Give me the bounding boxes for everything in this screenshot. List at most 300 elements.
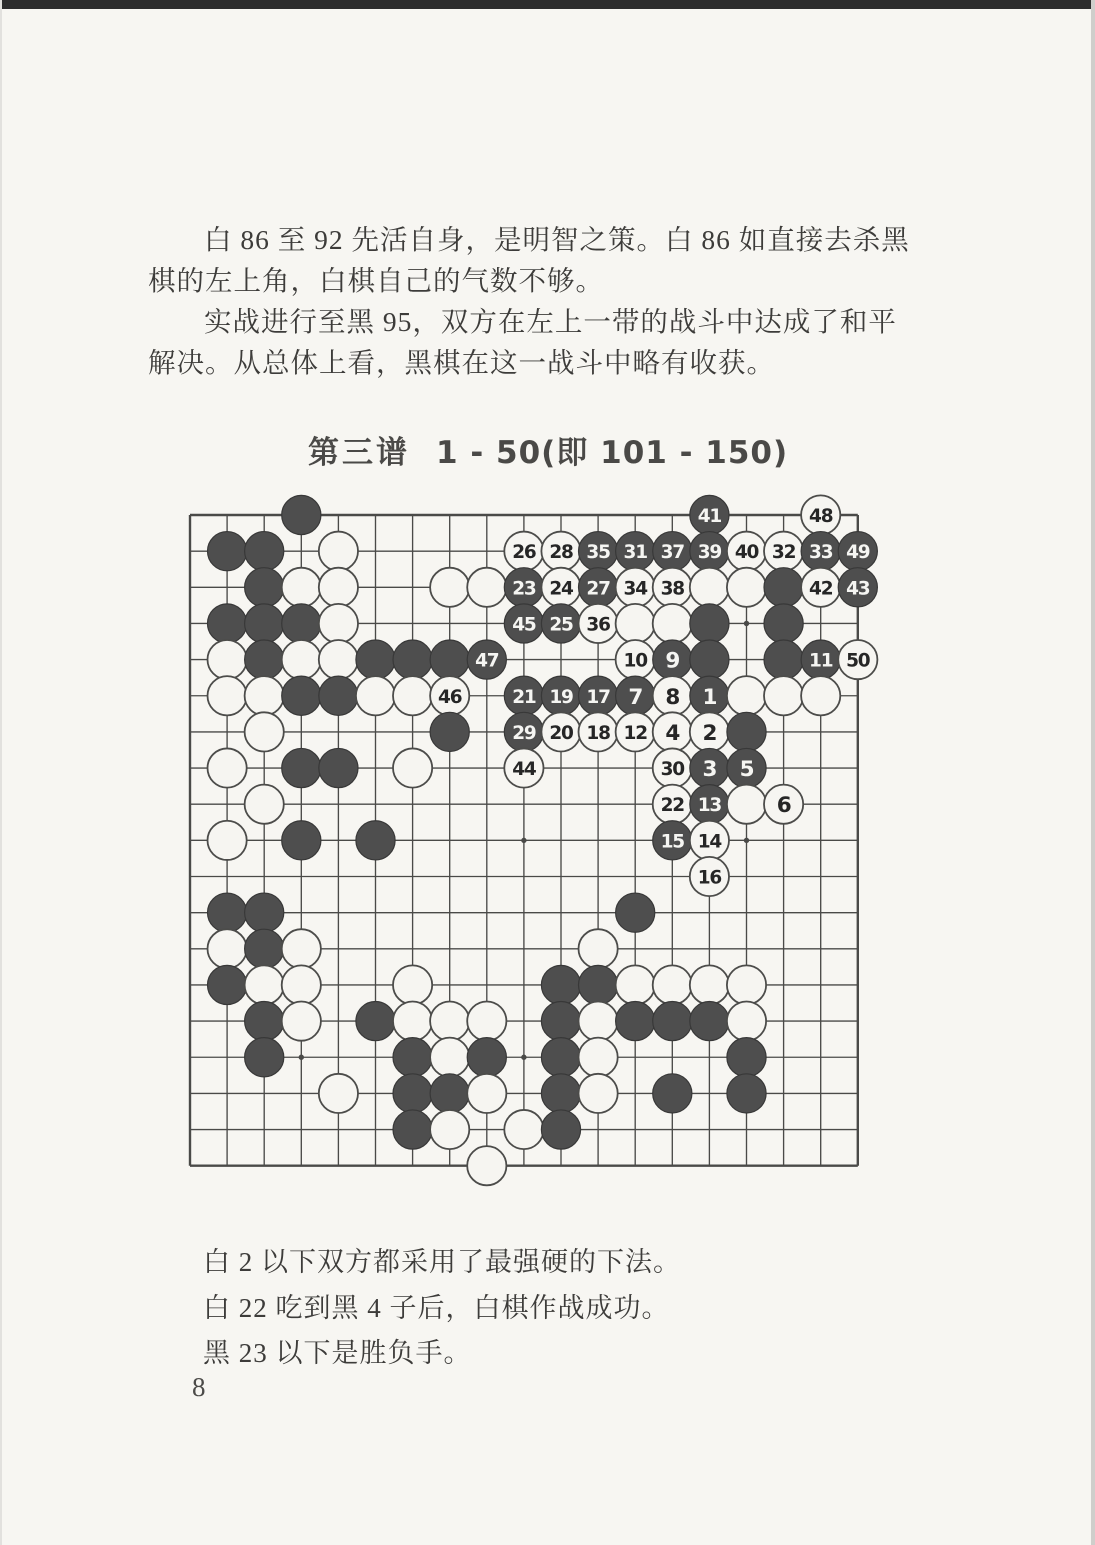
stone-white bbox=[208, 748, 247, 787]
black-stone bbox=[319, 748, 358, 787]
stone-white-24 bbox=[541, 568, 580, 607]
stone-black bbox=[541, 1038, 580, 1077]
move-number: 5 bbox=[739, 757, 754, 783]
white-stone bbox=[208, 821, 247, 860]
stone-white-2 bbox=[690, 712, 729, 751]
stone-white bbox=[727, 1002, 766, 1041]
go-board-diagram bbox=[166, 491, 882, 1189]
move-number: 3 bbox=[702, 757, 717, 783]
white-stone bbox=[727, 785, 766, 824]
white-stone bbox=[467, 1074, 506, 1113]
move-number: 31 bbox=[623, 542, 647, 564]
stone-black-47 bbox=[467, 640, 506, 679]
white-stone bbox=[356, 676, 395, 715]
stone-white bbox=[319, 1074, 358, 1113]
move-number: 44 bbox=[512, 759, 536, 781]
white-stone bbox=[282, 1002, 321, 1041]
stone-white bbox=[727, 965, 766, 1004]
white-stone bbox=[319, 568, 358, 607]
intro-line: 白 86 至 92 先活自身，是明智之策。白 86 如直接去杀黑 bbox=[204, 224, 910, 255]
stone-white bbox=[245, 676, 284, 715]
black-stone bbox=[245, 568, 284, 607]
intro-paragraphs bbox=[148, 219, 954, 383]
note-line: 白 22 吃到黑 4 子后，白棋作战成功。 bbox=[203, 1292, 670, 1323]
stone-black bbox=[245, 929, 284, 968]
stone-white bbox=[653, 604, 692, 643]
black-stone bbox=[245, 893, 284, 932]
stone-black-33 bbox=[801, 532, 840, 571]
stone-black bbox=[245, 568, 284, 607]
move-number: 18 bbox=[586, 722, 610, 744]
white-stone bbox=[727, 1002, 766, 1041]
black-stone bbox=[282, 821, 321, 860]
stone-black bbox=[245, 640, 284, 679]
diagram-title bbox=[308, 427, 788, 472]
white-stone bbox=[393, 965, 432, 1004]
black-stone bbox=[245, 1002, 284, 1041]
black-stone bbox=[653, 1074, 692, 1113]
black-stone bbox=[282, 495, 321, 534]
white-stone bbox=[653, 604, 692, 643]
stone-white bbox=[690, 965, 729, 1004]
stone-white-46 bbox=[430, 676, 469, 715]
black-stone bbox=[282, 676, 321, 715]
black-stone bbox=[245, 929, 284, 968]
stone-white-10 bbox=[616, 640, 655, 679]
stone-white bbox=[467, 1146, 506, 1185]
stone-white-22 bbox=[653, 785, 692, 824]
white-stone bbox=[282, 568, 321, 607]
stone-black-7 bbox=[616, 676, 655, 715]
black-stone bbox=[208, 893, 247, 932]
stone-white bbox=[208, 676, 247, 715]
stone-black-21 bbox=[504, 676, 543, 715]
stone-black bbox=[393, 1038, 432, 1077]
black-stone bbox=[616, 1002, 655, 1041]
stone-white-18 bbox=[579, 712, 618, 751]
white-stone bbox=[690, 568, 729, 607]
stone-white bbox=[319, 604, 358, 643]
stone-black bbox=[541, 1074, 580, 1113]
stone-black bbox=[282, 495, 321, 534]
stone-white-16 bbox=[690, 857, 729, 896]
note-line: 白 2 以下双方都采用了最强硬的下法。 bbox=[203, 1247, 681, 1277]
white-stone bbox=[282, 640, 321, 679]
stone-black-35 bbox=[579, 532, 618, 571]
stone-black bbox=[282, 676, 321, 715]
stone-white bbox=[282, 568, 321, 607]
stone-black-15 bbox=[653, 821, 692, 860]
white-stone bbox=[579, 1074, 618, 1113]
white-stone bbox=[616, 965, 655, 1004]
diagram-title-label: 第三谱 bbox=[308, 435, 410, 471]
stone-white-20 bbox=[541, 712, 580, 751]
black-stone bbox=[356, 1002, 395, 1041]
stone-black bbox=[393, 640, 432, 679]
move-number: 8 bbox=[665, 684, 680, 710]
black-stone bbox=[579, 965, 618, 1004]
stone-white bbox=[764, 676, 803, 715]
stone-black bbox=[579, 965, 618, 1004]
stone-white bbox=[801, 676, 840, 715]
move-number: 40 bbox=[734, 542, 759, 564]
black-stone bbox=[430, 712, 469, 751]
white-stone bbox=[690, 965, 729, 1004]
move-number: 38 bbox=[660, 578, 684, 600]
move-number: 33 bbox=[809, 542, 833, 564]
white-stone bbox=[727, 965, 766, 1004]
black-stone bbox=[208, 604, 247, 643]
stone-black-3 bbox=[690, 748, 729, 787]
white-stone bbox=[319, 1074, 358, 1113]
white-stone bbox=[764, 676, 803, 715]
white-stone bbox=[467, 1146, 506, 1185]
move-number: 17 bbox=[586, 686, 610, 708]
move-number: 12 bbox=[623, 722, 647, 744]
commentary-notes bbox=[203, 1240, 903, 1377]
intro-line: 实战进行至黑 95，双方在左上一带的战斗中达成了和平 bbox=[204, 306, 897, 337]
stone-white-8 bbox=[653, 676, 692, 715]
black-stone bbox=[727, 1074, 766, 1113]
stone-black-31 bbox=[616, 532, 655, 571]
stone-black-17 bbox=[579, 676, 618, 715]
move-number: 45 bbox=[512, 614, 536, 636]
black-stone bbox=[467, 1038, 506, 1077]
move-number: 41 bbox=[697, 506, 722, 527]
white-stone bbox=[579, 929, 618, 968]
stone-black-9 bbox=[653, 640, 692, 679]
move-number: 25 bbox=[549, 614, 573, 636]
stone-white bbox=[245, 965, 284, 1004]
star-point bbox=[744, 621, 749, 626]
white-stone bbox=[208, 929, 247, 968]
diagram-title-range: 1 - 50(即 101 - 150) bbox=[436, 435, 789, 471]
stone-black bbox=[319, 748, 358, 787]
move-number: 7 bbox=[628, 684, 643, 710]
black-stone bbox=[764, 640, 803, 679]
move-number: 42 bbox=[809, 578, 833, 600]
stone-white-36 bbox=[579, 604, 618, 643]
scan-edge-right bbox=[1091, 0, 1095, 1545]
stone-white bbox=[282, 929, 321, 968]
white-stone bbox=[245, 965, 284, 1004]
stone-white-6 bbox=[764, 785, 803, 824]
white-stone bbox=[579, 1038, 618, 1077]
stone-black bbox=[616, 893, 655, 932]
white-stone bbox=[393, 748, 432, 787]
stone-black bbox=[245, 1038, 284, 1077]
stone-black bbox=[245, 532, 284, 571]
white-stone bbox=[393, 676, 432, 715]
stone-white bbox=[319, 568, 358, 607]
move-number: 49 bbox=[846, 542, 870, 564]
stone-black bbox=[393, 1110, 432, 1149]
stone-white bbox=[430, 568, 469, 607]
white-stone bbox=[430, 568, 469, 607]
stone-white bbox=[579, 1038, 618, 1077]
stone-black bbox=[541, 965, 580, 1004]
stone-black-25 bbox=[541, 604, 580, 643]
stone-black bbox=[764, 604, 803, 643]
stone-white bbox=[393, 748, 432, 787]
stone-black bbox=[356, 1002, 395, 1041]
stone-white-4 bbox=[653, 712, 692, 751]
stone-white bbox=[393, 965, 432, 1004]
stone-white bbox=[430, 1002, 469, 1041]
white-stone bbox=[579, 1002, 618, 1041]
stone-black-13 bbox=[690, 785, 729, 824]
stone-white bbox=[430, 1038, 469, 1077]
stone-black bbox=[430, 1074, 469, 1113]
stone-white bbox=[653, 965, 692, 1004]
move-number: 27 bbox=[586, 578, 610, 600]
intro-line: 解决。从总体上看，黑棋在这一战斗中略有收获。 bbox=[148, 347, 775, 378]
black-stone bbox=[393, 1110, 432, 1149]
stone-black bbox=[727, 1074, 766, 1113]
stone-black bbox=[208, 893, 247, 932]
black-stone bbox=[319, 676, 358, 715]
stone-black-29 bbox=[504, 712, 543, 751]
white-stone bbox=[319, 640, 358, 679]
move-number: 34 bbox=[623, 578, 647, 600]
white-stone bbox=[208, 676, 247, 715]
move-number: 6 bbox=[776, 793, 791, 819]
stone-white bbox=[467, 1074, 506, 1113]
white-stone bbox=[319, 532, 358, 571]
stone-black-27 bbox=[579, 568, 618, 607]
move-number: 35 bbox=[586, 542, 610, 564]
stone-black bbox=[467, 1038, 506, 1077]
white-stone bbox=[430, 1110, 469, 1149]
black-stone bbox=[393, 1074, 432, 1113]
stone-white bbox=[356, 676, 395, 715]
move-number: 36 bbox=[586, 614, 610, 636]
move-number: 9 bbox=[665, 648, 680, 674]
stone-white bbox=[579, 1074, 618, 1113]
stone-black bbox=[282, 748, 321, 787]
move-number: 20 bbox=[549, 722, 573, 744]
stone-black bbox=[319, 676, 358, 715]
move-number: 4 bbox=[665, 720, 680, 746]
note-line: 黑 23 以下是胜负手。 bbox=[203, 1338, 472, 1368]
stone-white-26 bbox=[504, 532, 543, 571]
stone-black bbox=[282, 821, 321, 860]
black-stone bbox=[208, 965, 247, 1004]
move-number: 26 bbox=[512, 542, 536, 564]
star-point bbox=[744, 838, 749, 843]
stone-black bbox=[356, 640, 395, 679]
stone-white bbox=[208, 640, 247, 679]
stone-black-39 bbox=[690, 532, 729, 571]
stone-white-40 bbox=[727, 532, 766, 571]
move-number: 21 bbox=[512, 686, 536, 708]
stone-white-44 bbox=[504, 748, 543, 787]
move-number: 46 bbox=[438, 686, 462, 708]
white-stone bbox=[208, 748, 247, 787]
stone-white bbox=[727, 785, 766, 824]
black-stone bbox=[282, 604, 321, 643]
black-stone bbox=[690, 604, 729, 643]
stone-white bbox=[282, 965, 321, 1004]
black-stone bbox=[356, 640, 395, 679]
move-number: 22 bbox=[660, 795, 684, 817]
white-stone bbox=[208, 640, 247, 679]
black-stone bbox=[541, 1002, 580, 1041]
stone-white-34 bbox=[616, 568, 655, 607]
stone-white-28 bbox=[541, 532, 580, 571]
black-stone bbox=[727, 1038, 766, 1077]
move-number: 13 bbox=[697, 795, 722, 817]
move-number: 23 bbox=[512, 578, 536, 600]
scan-edge-left bbox=[0, 0, 2, 1545]
white-stone bbox=[653, 965, 692, 1004]
stone-black-19 bbox=[541, 676, 580, 715]
stone-black bbox=[208, 604, 247, 643]
stone-white bbox=[616, 604, 655, 643]
move-number: 19 bbox=[549, 686, 573, 708]
stone-black bbox=[690, 604, 729, 643]
black-stone bbox=[541, 1038, 580, 1077]
stone-black-37 bbox=[653, 532, 692, 571]
black-stone bbox=[245, 604, 284, 643]
stone-black bbox=[653, 1074, 692, 1113]
black-stone bbox=[541, 1074, 580, 1113]
white-stone bbox=[245, 712, 284, 751]
star-point bbox=[521, 838, 526, 843]
stone-black bbox=[245, 893, 284, 932]
stone-black bbox=[541, 1002, 580, 1041]
stone-black bbox=[430, 640, 469, 679]
stone-black bbox=[541, 1110, 580, 1149]
stone-white-12 bbox=[616, 712, 655, 751]
black-stone bbox=[430, 640, 469, 679]
stone-white-30 bbox=[653, 748, 692, 787]
move-number: 15 bbox=[660, 831, 684, 853]
stone-black bbox=[245, 1002, 284, 1041]
white-stone bbox=[801, 676, 840, 715]
move-number: 28 bbox=[549, 542, 573, 564]
star-point bbox=[521, 1055, 526, 1060]
move-number: 29 bbox=[512, 722, 536, 744]
move-number: 10 bbox=[623, 650, 647, 672]
black-stone bbox=[245, 1038, 284, 1077]
stone-white bbox=[393, 676, 432, 715]
black-stone bbox=[430, 1074, 469, 1113]
stone-black bbox=[282, 604, 321, 643]
black-stone bbox=[245, 532, 284, 571]
star-point bbox=[299, 1055, 304, 1060]
move-number: 32 bbox=[771, 542, 796, 564]
stone-white bbox=[245, 712, 284, 751]
stone-white-42 bbox=[801, 568, 840, 607]
white-stone bbox=[727, 568, 766, 607]
stone-white bbox=[727, 568, 766, 607]
stone-white bbox=[319, 640, 358, 679]
move-number: 11 bbox=[809, 650, 833, 672]
black-stone bbox=[616, 893, 655, 932]
stone-white-48 bbox=[801, 495, 840, 534]
black-stone bbox=[764, 604, 803, 643]
stone-black bbox=[245, 604, 284, 643]
move-number: 48 bbox=[809, 506, 833, 527]
stone-black-41 bbox=[690, 495, 729, 534]
black-stone bbox=[541, 965, 580, 1004]
stone-black bbox=[208, 965, 247, 1004]
black-stone bbox=[727, 712, 766, 751]
white-stone bbox=[282, 929, 321, 968]
stone-white bbox=[467, 1002, 506, 1041]
white-stone bbox=[245, 785, 284, 824]
move-number: 43 bbox=[846, 578, 870, 600]
stone-white bbox=[245, 785, 284, 824]
stone-black bbox=[653, 1002, 692, 1041]
move-number: 50 bbox=[846, 650, 870, 672]
stone-black bbox=[727, 712, 766, 751]
stone-white bbox=[208, 821, 247, 860]
stone-white bbox=[616, 965, 655, 1004]
white-stone bbox=[430, 1002, 469, 1041]
black-stone bbox=[393, 640, 432, 679]
stone-white-38 bbox=[653, 568, 692, 607]
stone-black-49 bbox=[838, 532, 877, 571]
white-stone bbox=[319, 604, 358, 643]
black-stone bbox=[690, 1002, 729, 1041]
white-stone bbox=[467, 1002, 506, 1041]
stone-black bbox=[208, 532, 247, 571]
black-stone bbox=[393, 1038, 432, 1077]
stone-white-32 bbox=[764, 532, 803, 571]
stone-black bbox=[690, 1002, 729, 1041]
move-number: 14 bbox=[697, 831, 722, 853]
stone-black bbox=[393, 1074, 432, 1113]
white-stone bbox=[467, 568, 506, 607]
white-stone bbox=[504, 1110, 543, 1149]
stone-black-23 bbox=[504, 568, 543, 607]
stone-white bbox=[504, 1110, 543, 1149]
stone-black-1 bbox=[690, 676, 729, 715]
stone-white bbox=[393, 1002, 432, 1041]
move-number: 16 bbox=[697, 867, 722, 889]
stone-black-11 bbox=[801, 640, 840, 679]
white-stone bbox=[430, 1038, 469, 1077]
intro-line: 棋的左上角，白棋自己的气数不够。 bbox=[148, 265, 604, 296]
stone-black bbox=[764, 640, 803, 679]
stone-white-50 bbox=[838, 640, 877, 679]
black-stone bbox=[653, 1002, 692, 1041]
stone-white-14 bbox=[690, 821, 729, 860]
black-stone bbox=[690, 640, 729, 679]
black-stone bbox=[208, 532, 247, 571]
black-stone bbox=[282, 748, 321, 787]
stone-black-43 bbox=[838, 568, 877, 607]
stone-black bbox=[430, 712, 469, 751]
move-number: 24 bbox=[549, 578, 573, 600]
white-stone bbox=[616, 604, 655, 643]
black-stone bbox=[356, 821, 395, 860]
stone-black bbox=[356, 821, 395, 860]
stone-black-45 bbox=[504, 604, 543, 643]
move-number: 37 bbox=[660, 542, 684, 564]
move-number: 39 bbox=[697, 542, 722, 564]
stone-white bbox=[319, 532, 358, 571]
stone-black bbox=[690, 640, 729, 679]
stone-white bbox=[282, 1002, 321, 1041]
stone-black bbox=[616, 1002, 655, 1041]
black-stone bbox=[541, 1110, 580, 1149]
move-number: 2 bbox=[702, 720, 717, 746]
move-number: 30 bbox=[660, 759, 684, 781]
scan-edge-top bbox=[0, 0, 1095, 9]
